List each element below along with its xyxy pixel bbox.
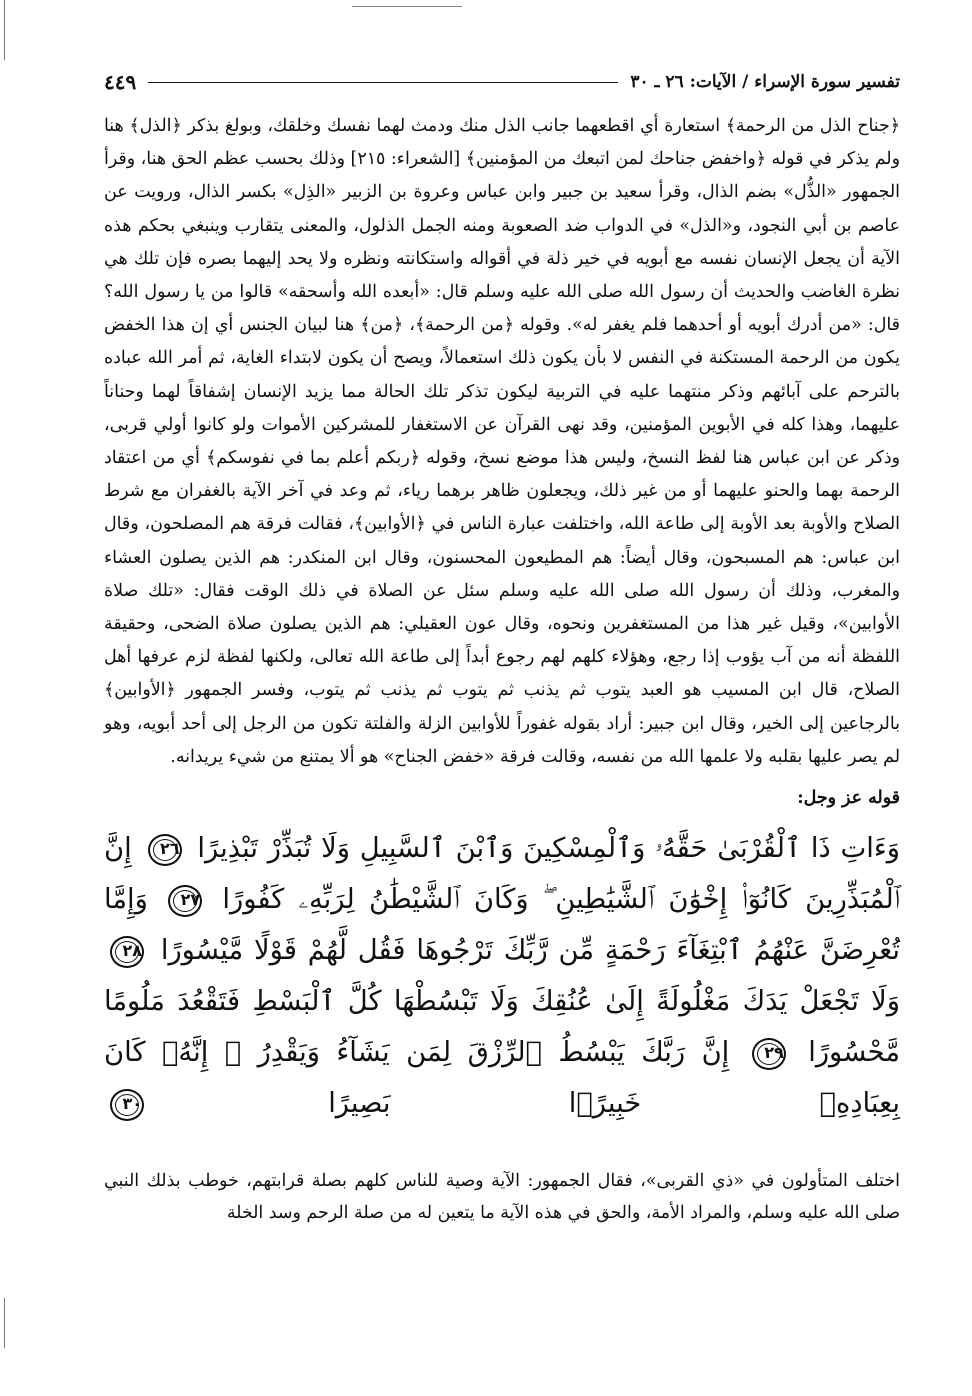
commentary-paragraph: اختلف المتأولون في «ذي القربى»، فقال الجمهور: الآية وصية للناس كلهم بصلة قرابتهم، خوطب بذلك النبي صلى الله عليه وسلم، والمراد الأمة، والحق في هذه الآية ما يتعين له من صلة الرحم وسد الخلة — [104, 1171, 900, 1224]
header-title: تفسير سورة الإسراء / الآيات: ٢٦ ـ ٣٠ — [630, 72, 900, 92]
tafsir-body — [104, 110, 900, 774]
top-scan-mark — [352, 6, 462, 7]
ayah-number-marker: ٢٨ — [110, 936, 144, 968]
verse-text: وَإِمَّا تُعْرِضَنَّ عَنْهُمُ ٱبْتِغَآءَ رَحْمَةٍ مِّن رَّبِّكَ تَرْجُوهَا فَقُل لَّهُمْ قَوْلًا مَّيْسُورًا — [104, 884, 900, 967]
ayah-number-marker: ٣٠ — [110, 1089, 144, 1121]
ayah-number-marker: ٢٩ — [752, 1038, 786, 1070]
running-header — [104, 62, 900, 102]
left-margin-line-top — [4, 0, 5, 60]
quran-verses-block — [104, 823, 900, 1129]
page-number: ٤٤٩ — [104, 70, 137, 94]
verse-text: وَءَاتِ ذَا ٱلْقُرْبَىٰ حَقَّهُۥ وَٱلْمِسْكِينَ وَٱبْنَ ٱلسَّبِيلِ وَلَا تُبَذِّرْ تَبْذِيرًا — [197, 833, 900, 865]
left-margin-line-bottom — [4, 1298, 5, 1348]
body-paragraph: ﴿جناح الذل من الرحمة﴾ استعارة أي اقطعهما جانب الذل منك ودمث لهما نفسك وخلقك، وبولغ بذكر ﴿الذل﴾ هنا ولم يذكر في قوله ﴿واخفض جناحك لمن اتبعك من المؤمنين﴾ [الشعراء: ٢١٥] وذلك بحسب عظم الحق هنا، وقرأ الجمهور «الذُّل» بضم الذال، وقرأ سعيد بن جبير وابن عباس وعروة بن الزبير «الذِل» بكسر الذال، ورويت عن عاصم بن أبي النجود، و«الذل» في الدواب ضد الصعوبة ومنه الجمل الذلول، والمعنى يتقارب وينبغي بحكم هذه الآية أن يجعل الإنسان نفسه مع أبويه في خير ذلة في أقواله واستكانته ونظره ولا يحد إليهما بصره فإن تلك هي نظرة الغاضب والحديث أن رسول الله صلى الله عليه وسلم قال: «أبعده الله وأسحقه» قالوا من يا رسول الله؟ قال: «من أدرك أبويه أو أحدهما فلم يغفر له». وقوله ﴿من الرحمة﴾، ﴿من﴾ هنا لبيان الجنس أي إن هذا الخفض يكون من الرحمة المستكنة في النفس لا بأن يكون ذلك استعمالاً، ويصح أن يكون لابتداء الغاية، ثم أمر الله عباده بالترحم على آبائهم وذكر منتهما عليه في التربية ليكون تذكر تلك الحالة مما يزيد الإنسان إشفاقاً لهما وحناناً عليهما، وهذا كله في الأبوين المؤمنين، وقد نهى القرآن عن الاستغفار للمشركين الأموات ولو كانوا أولي قربى، وذكر عن ابن عباس هنا لفظ النسخ، وليس هذا موضع نسخ، وقوله ﴿ربكم أعلم بما في نفوسكم﴾ أي من اعتقاد الرحمة بهما والحنو عليهما أو من غير ذلك، ويجعلون ظاهر برهما رياء، ثم وعد في آخر الآية بالغفران مع شرط الصلاح والأوبة بعد الأوبة إلى طاعة الله، واختلفت عبارة الناس في ﴿الأوابين﴾، فقالت فرقة هم المصلحون، وقال ابن عباس: هم المسبحون، وقال أيضاً: هم المطيعون المحسنون، وقال ابن المنكدر: هم الذين يصلون العشاء والمغرب، وذلك أن رسول الله صلى الله عليه وسلم سئل عن الصلاة في ذلك الوقت فقال: «تلك صلاة الأوابين»، وقيل غير هذا من المستغفرين ونحوه، وقال عون العقيلي: هم الذين يصلون صلاة الضحى، وحقيقة اللفظة أنه من آب يؤوب إذا رجع، وهؤلاء كلهم لهم رجوع أبداً إلى طاعة الله تعالى، ولكنها لفظة لزم عرفها أهل الصلاح، قال ابن المسيب هو العبد يتوب ثم يذنب ثم يتوب ثم يذنب ثم يتوب، وفسر الجمهور ﴿الأوابين﴾ بالرجاعين إلى الخير، وقال ابن جبير: أراد بقوله غفوراً للأوابين الزلة والفلتة تكون من الرجل إلى أحد أبويه، وهو لم يصر عليها بقلبه ولا علمها الله من نفسه، وقالت فرقة «خفض الجناح» هو ألا يمتنع من شيء يريدانه. — [104, 116, 900, 767]
book-page — [104, 62, 900, 1229]
verse-text: إِنَّ ٱلْمُبَذِّرِينَ كَانُوٓا۟ إِخْوَٰنَ ٱلشَّيَٰطِينِ ۖ وَكَانَ ٱلشَّيْطَٰنُ لِرَبِّهِۦ كَفُورًا — [104, 833, 900, 916]
verse-text: إِنَّ رَبَّكَ يَبْسُطُ ٱلرِّزْقَ لِمَن يَشَآءُ وَيَقْدِرُ ۚ إِنَّهُۥ كَانَ بِعِبَادِهِۦ خَبِيرًۢا بَصِيرًا — [104, 1037, 900, 1120]
header-rule — [148, 82, 618, 83]
ayah-number-marker: ٢٧ — [168, 885, 202, 917]
ayah-number-marker: ٢٦ — [148, 834, 182, 866]
verse-text: وَلَا تَجْعَلْ يَدَكَ مَغْلُولَةً إِلَىٰ عُنُقِكَ وَلَا تَبْسُطْهَا كُلَّ ٱلْبَسْطِ فَتَقْعُدَ مَلُومًا مَّحْسُورًا — [104, 986, 900, 1069]
verse-intro: قوله عز وجل: — [797, 788, 900, 809]
